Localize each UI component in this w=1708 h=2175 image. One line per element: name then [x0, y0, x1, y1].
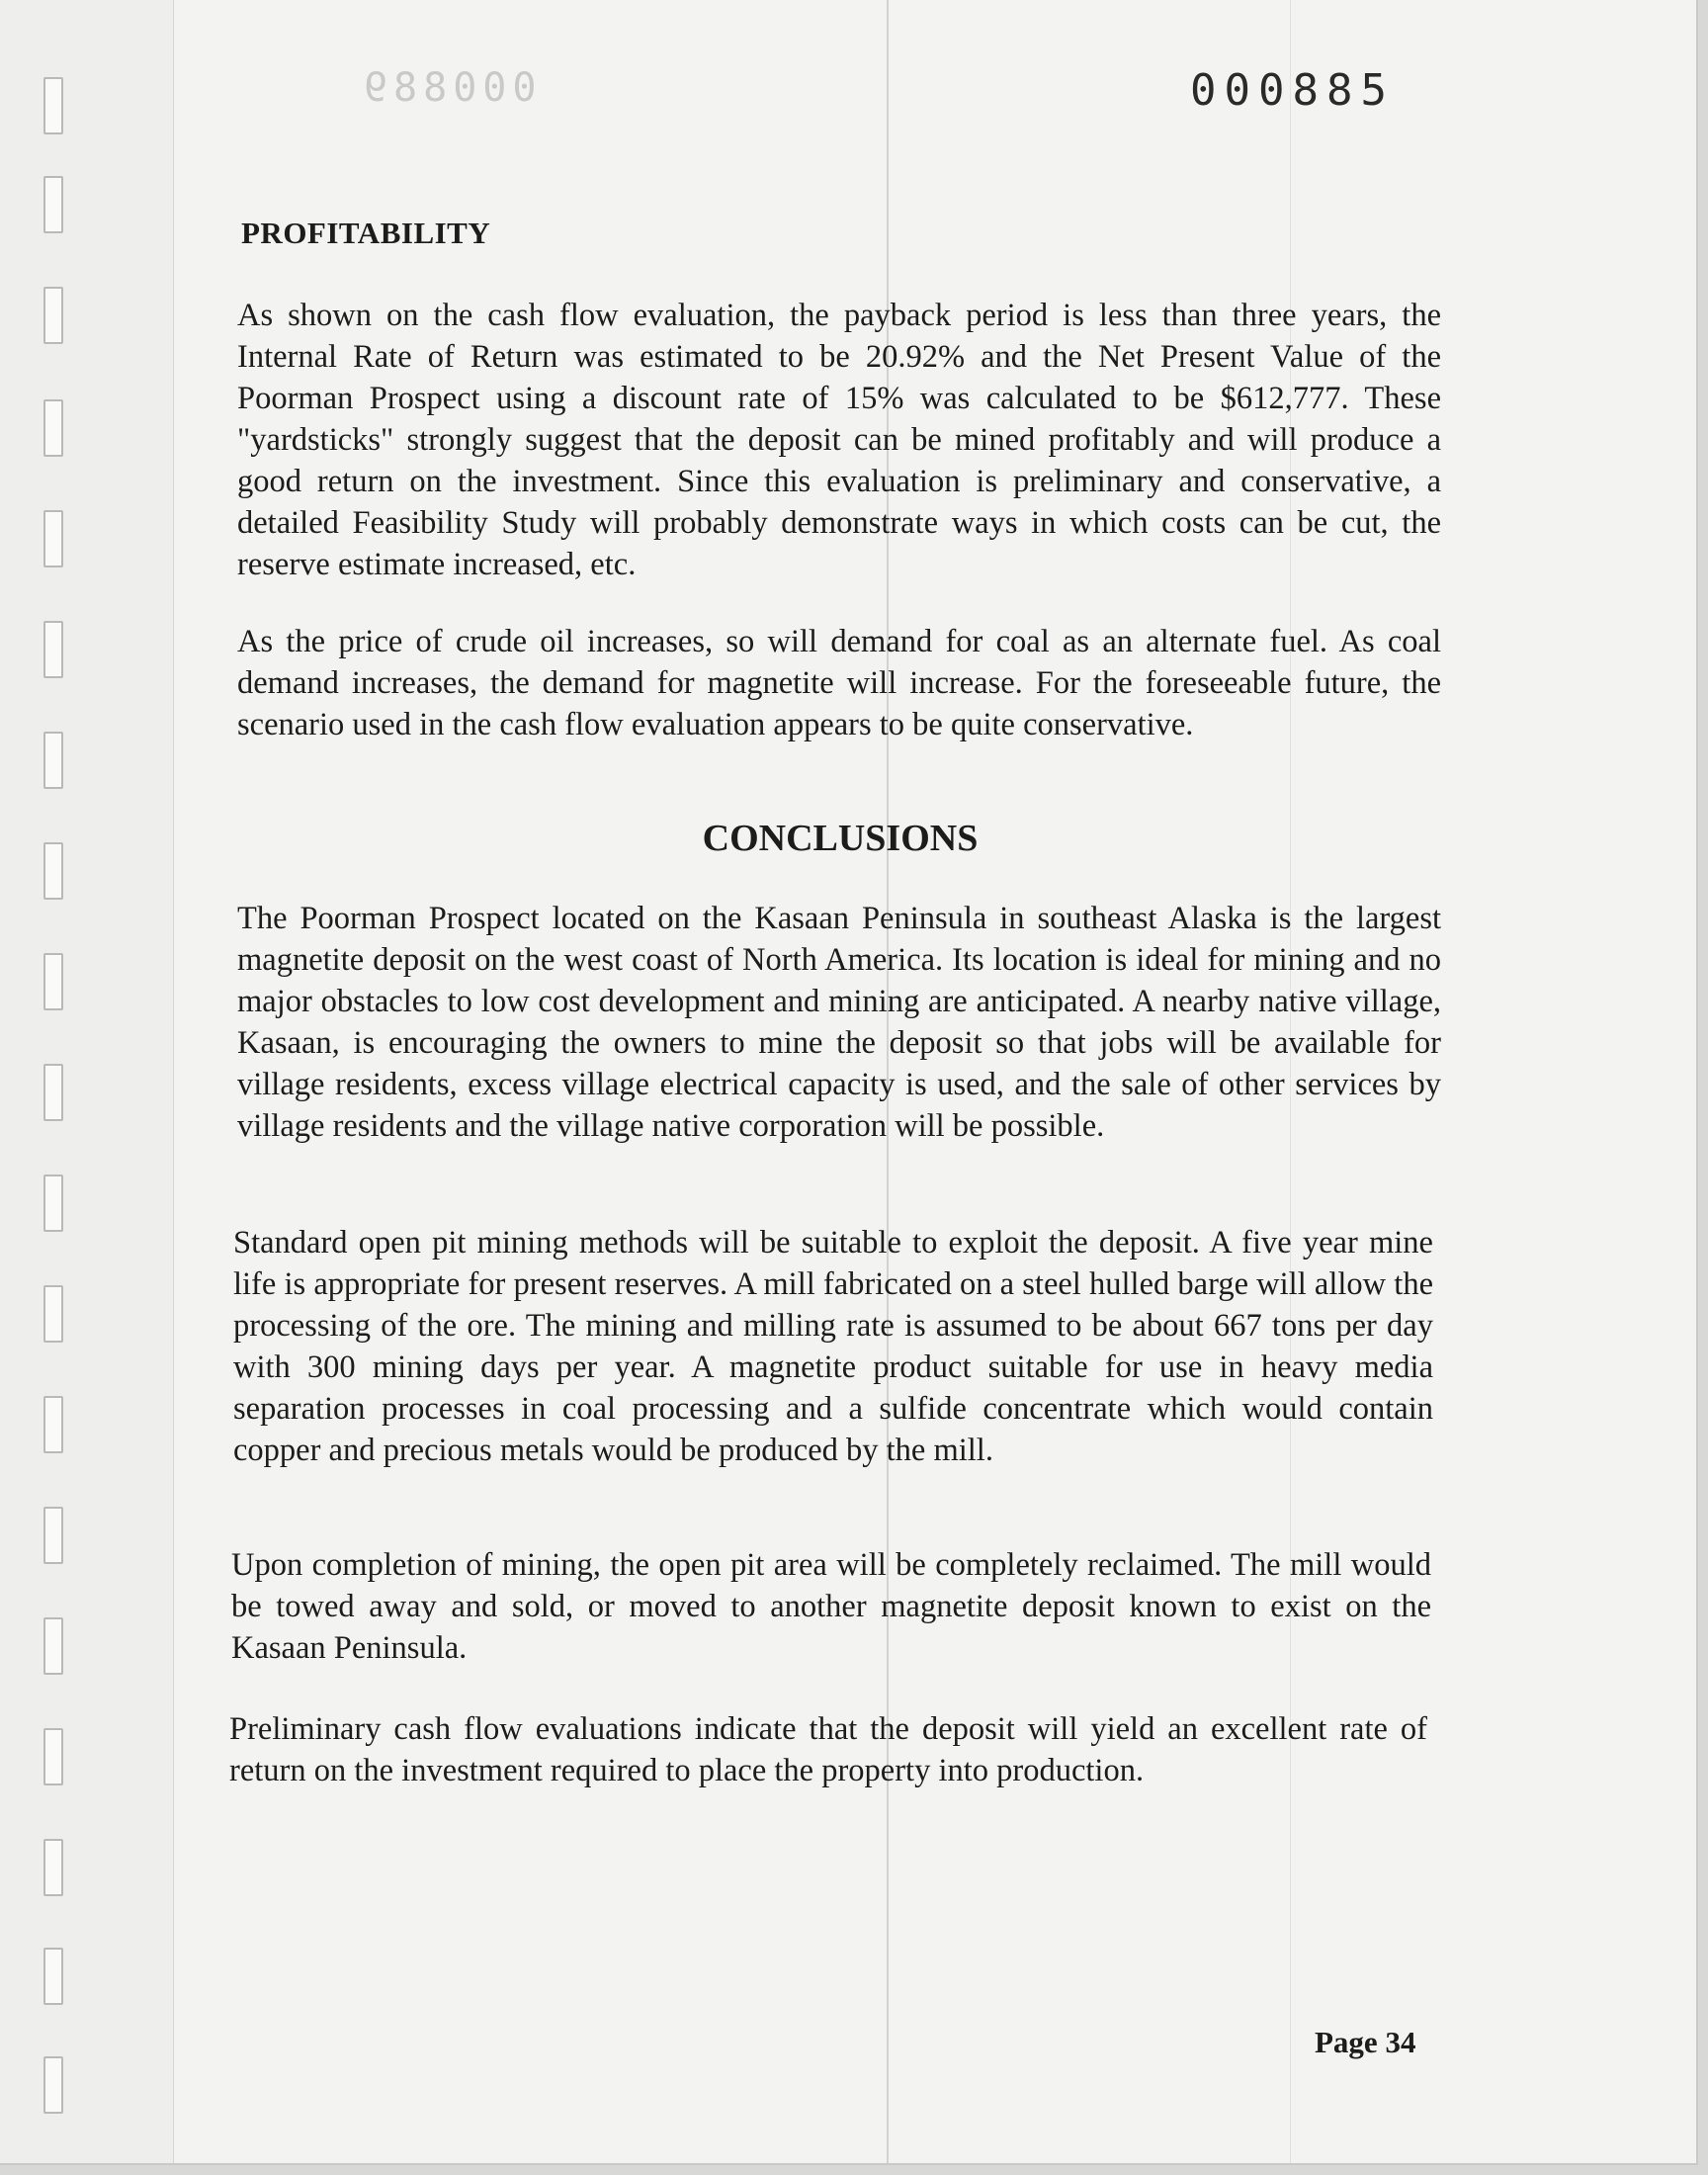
paragraph: Standard open pit mining methods will be suitable to exploit the deposit. A five year mine life is appropriate for present reserves. A mill fabricated on a steel hulled barge will allow the processing of the ore. The mining and milling rate is assumed to be about 667 tons per day with 300 mining days per year. A magnetite product suitable for use in heavy media separation processes in coal processing and a sulfide concentrate which would contain copper and precious metals would be produced by the mill.: [233, 1225, 1433, 1468]
binder-hole: [43, 2056, 63, 2114]
paragraph: Preliminary cash flow evaluations indicate that the deposit will yield an excellent rate of return on the investment required to place the property into production.: [229, 1711, 1427, 1788]
binder-hole: [43, 953, 63, 1010]
binder-hole: [43, 842, 63, 900]
binder-hole: [43, 176, 63, 233]
binder-hole: [43, 287, 63, 344]
binder-hole: [43, 1617, 63, 1675]
section-title-conclusions: CONCLUSIONS: [702, 818, 979, 859]
binder-hole: [43, 732, 63, 789]
page-number: Page 34: [1315, 2025, 1416, 2059]
binder-hole: [43, 1728, 63, 1785]
bleed-through-stamp: 000889: [358, 65, 537, 111]
binder-hole: [43, 1948, 63, 2005]
section-heading-profitability: PROFITABILITY: [241, 216, 491, 250]
binder-hole: [43, 77, 63, 134]
paragraph: Upon completion of mining, the open pit area will be completely reclaimed. The mill would be towed away and sold, or moved to another magnetite deposit known to exist on the Kasaan Peninsula.: [231, 1547, 1431, 1666]
binder-hole: [43, 399, 63, 457]
binder-hole: [43, 1064, 63, 1121]
paragraph: As the price of crude oil increases, so will demand for coal as an alternate fuel. As coal demand increases, the demand for magnetite will increase. For the foreseeable future, the scenario used in the cash flow evaluation appears to be quite conservative.: [237, 624, 1441, 742]
binder-hole: [43, 1396, 63, 1453]
paragraph: As shown on the cash flow evaluation, the payback period is less than three years, the Internal Rate of Return was estimated to be 20.92% and the Net Present Value of the Poorman Prospect using a discount rate of 15% was calculated to be $612,777. These "yardsticks" strongly suggest that the deposit can be mined profitably and will produce a good return on the investment. Since this evaluation is preliminary and conservative, a detailed Feasibility Study will probably demonstrate ways in which costs can be cut, the reserve estimate increased, etc.: [237, 298, 1441, 582]
binder-hole: [43, 1839, 63, 1896]
binder-hole-strip: [0, 0, 174, 2163]
binder-hole: [43, 1507, 63, 1564]
binder-hole: [43, 1285, 63, 1343]
binder-hole: [43, 621, 63, 678]
document-stamp-number: 000885: [1190, 65, 1395, 116]
binder-hole: [43, 1174, 63, 1232]
binder-hole: [43, 510, 63, 567]
paragraph: The Poorman Prospect located on the Kasaan Peninsula in southeast Alaska is the largest magnetite deposit on the west coast of North America. Its location is ideal for mining and no major obstacles to low cost development and mining are anticipated. A nearby native village, Kasaan, is encouraging the owners to mine the deposit so that jobs will be available for village residents, excess village electrical capacity is used, and the sale of other services by village residents and the village native corporation will be possible.: [237, 901, 1441, 1144]
